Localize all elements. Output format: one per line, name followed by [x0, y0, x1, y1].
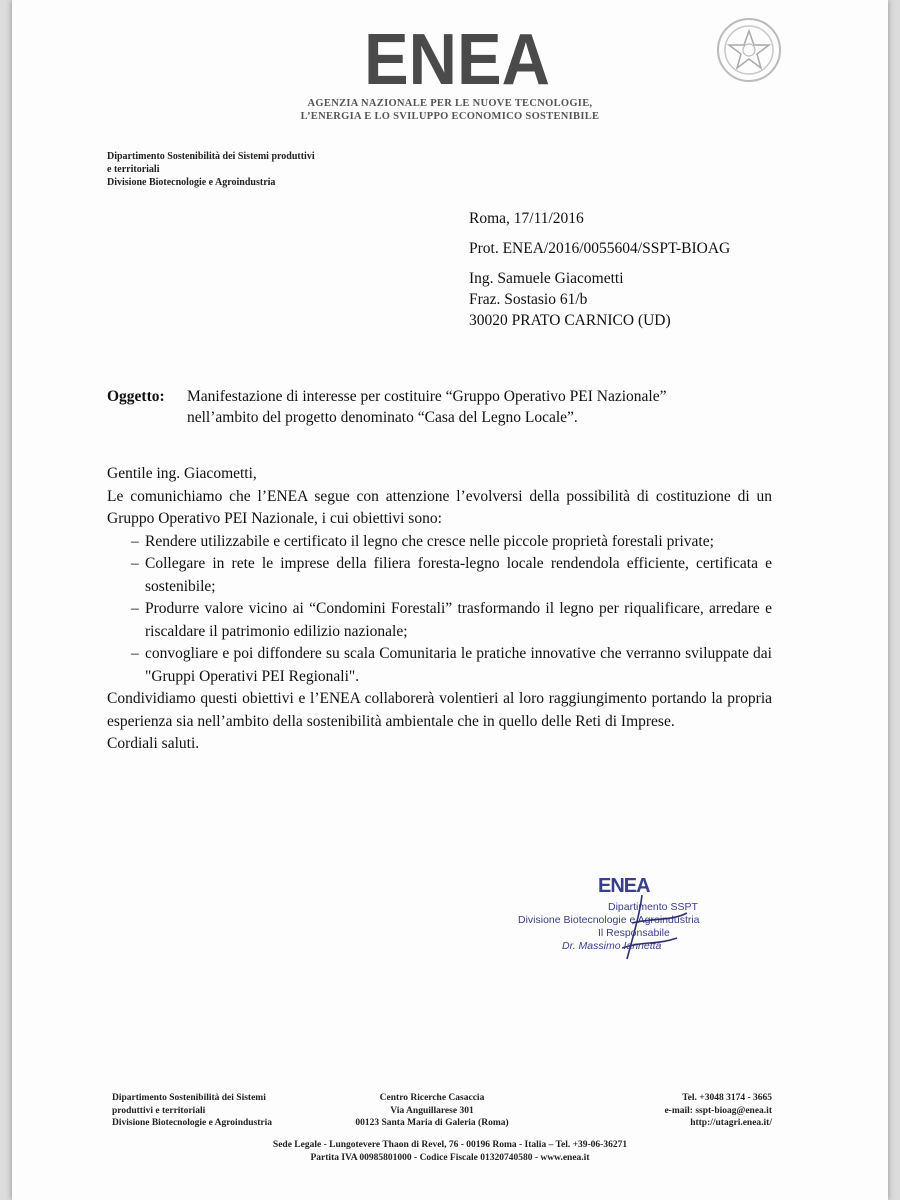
objective-item: – Collegare in rete le imprese della filiera foresta-legno locale rendendola efficiente, certificata e sostenibile; — [145, 553, 772, 598]
recipient-line: Fraz. Sostasio 61/b — [469, 291, 588, 308]
department-block — [107, 150, 315, 189]
stamp-line: Divisione Biotecnologie e Agroindustria — [518, 914, 700, 926]
handwritten-signature — [612, 893, 722, 963]
objective-item: – Rendere utilizzabile e certificato il legno che cresce nelle piccole proprietà forestali private; — [145, 531, 772, 554]
subject-line: Manifestazione di interesse per costituire “Gruppo Operativo PEI Nazionale” — [187, 388, 667, 405]
footer-legal-line: Partita IVA 00985801000 - Codice Fiscale 01320740580 - www.enea.it — [310, 1152, 590, 1163]
footer-line: Via Anguillarese 301 — [390, 1105, 474, 1116]
intro-paragraph: Le comunichiamo che l’ENEA segue con attenzione l’evolversi della possibilità di costituzione di un Gruppo Operativo PEI Nazionale, i cui obiettivi sono: — [107, 487, 772, 527]
stamp-line: Dr. Massimo Iannetta — [562, 940, 662, 952]
department-line: e territoriali — [107, 164, 160, 175]
closing-paragraph: Condividiamo questi obiettivi e l’ENEA collaborerà volentieri al loro raggiungimento portando la propria esperienza sia nell’ambito della sostenibilità ambientale che in quello delle Reti di Imprese. — [107, 690, 772, 730]
agency-line: L’ENERGIA E LO SVILUPPO ECONOMICO SOSTENIBILE — [300, 111, 600, 122]
stamp-line: Il Responsabile — [598, 927, 670, 939]
footer-line: 00123 Santa Maria di Galeria (Roma) — [355, 1118, 509, 1128]
enea-logo — [362, 28, 552, 88]
department-line: Divisione Biotecnologie e Agroindustria — [107, 177, 276, 188]
greeting: Gentile ing. Giacometti, — [107, 465, 257, 482]
recipient-line: 30020 PRATO CARNICO (UD) — [469, 312, 671, 329]
subject-text — [187, 386, 807, 428]
objective-item: – Produrre valore vicino ai “Condomini Forestali” trasformando il legno per riqualificare, arredare e riscaldare il patrimonio edilizio nazionale; — [145, 598, 772, 643]
agency-name — [12, 97, 888, 123]
republic-emblem — [712, 12, 786, 88]
footer-legal-line: Sede Legale - Lungotevere Thaon di Revel, 76 - 00196 Roma - Italia – Tel. +39-06-36271 — [272, 1140, 628, 1150]
objectives-list — [107, 531, 772, 689]
letter-body — [107, 463, 772, 756]
stamp-line: Dipartimento SSPT — [608, 901, 698, 913]
salutation: Cordiali saluti. — [107, 735, 200, 752]
subject-label: Oggetto: — [107, 388, 165, 405]
footer-line: Centro Ricerche Casaccia — [379, 1093, 485, 1103]
department-line: Dipartimento Sostenibilità dei Sistemi produttivi — [107, 151, 315, 162]
footer-contacts — [572, 1092, 772, 1130]
footer-line: Dipartimento Sostenibilità dei Sistemi — [112, 1093, 266, 1103]
signature-stamp — [512, 875, 742, 965]
footer-legal — [12, 1139, 888, 1164]
letter-page — [12, 0, 888, 1200]
recipient-address — [469, 268, 671, 331]
footer-phone: Tel. +3048 3174 - 3665 — [682, 1093, 772, 1103]
objective-item: – convogliare e poi diffondere su scala Comunitaria le pratiche innovative che verranno sviluppate dai "Gruppi Operativi PEI Regionali". — [145, 643, 772, 688]
agency-line: AGENZIA NAZIONALE PER LE NUOVE TECNOLOGIE, — [307, 98, 593, 109]
letter-date: Roma, 17/11/2016 — [469, 210, 584, 227]
recipient-line: Ing. Samuele Giacometti — [469, 270, 624, 287]
footer-research-center — [342, 1092, 522, 1130]
footer-line: produttivi e territoriali — [112, 1105, 206, 1116]
stamp-logo: ENEA — [598, 875, 650, 897]
footer-line: Divisione Biotecnologie e Agroindustria — [112, 1118, 273, 1128]
footer-email: e-mail: sspt-bioag@enea.it — [664, 1105, 772, 1116]
protocol-number: Prot. ENEA/2016/0055604/SSPT-BIOAG — [469, 240, 731, 257]
footer-department — [112, 1092, 272, 1130]
subject-line: nell’ambito del progetto denominato “Casa del Legno Locale”. — [187, 409, 578, 426]
logo-text: ENEA — [364, 28, 550, 88]
footer-website: http://utagri.enea.it/ — [690, 1118, 772, 1128]
